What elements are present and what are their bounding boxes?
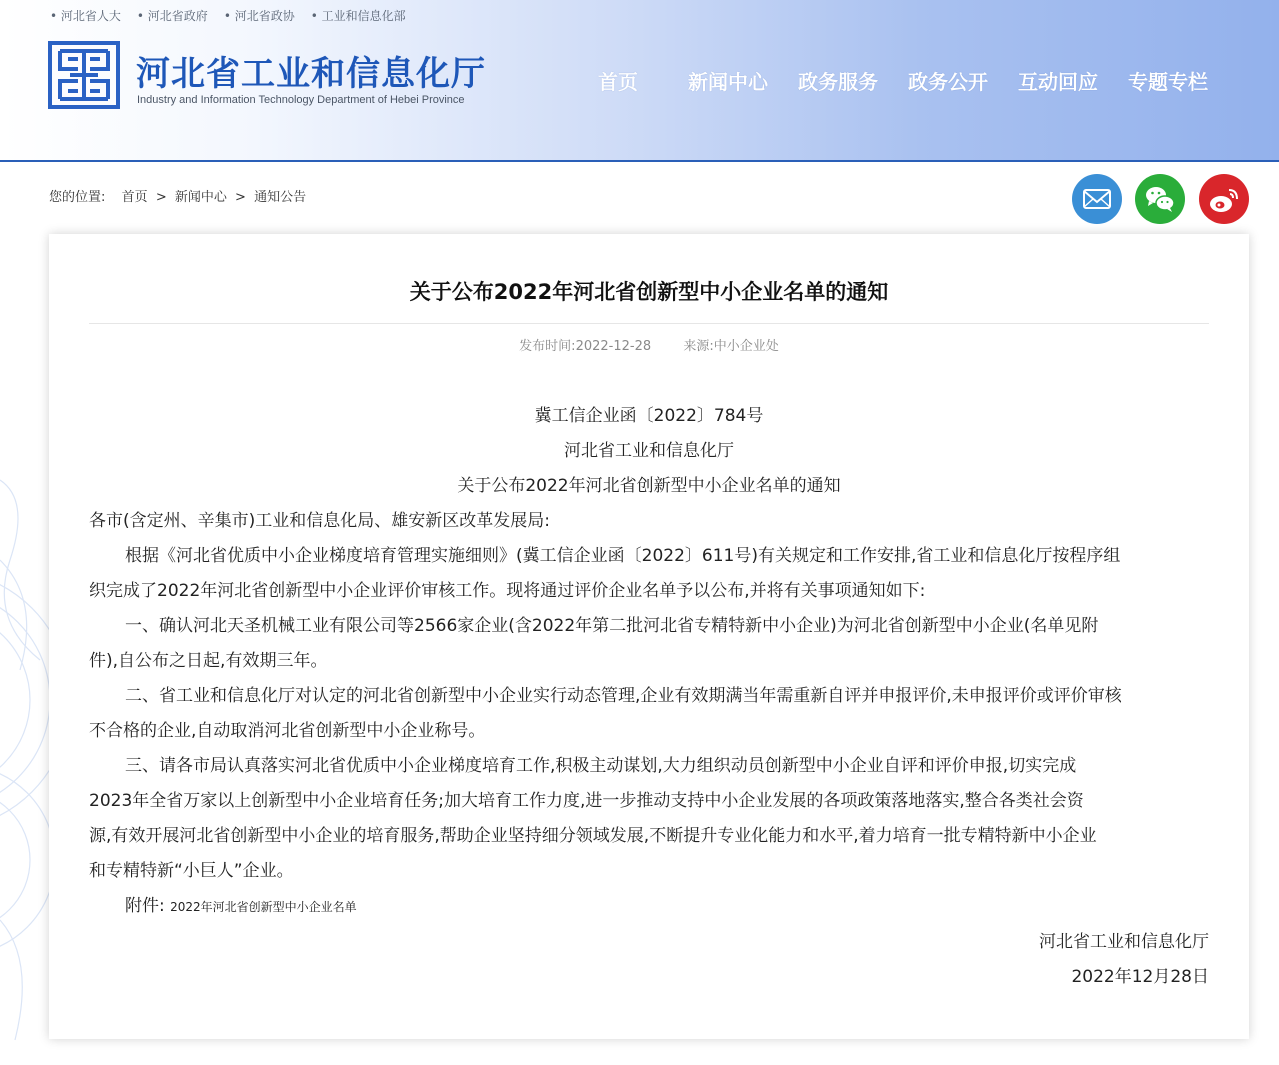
nav-government-services[interactable]: 政务服务 xyxy=(798,70,878,94)
nav-home[interactable]: 首页 xyxy=(598,70,638,94)
body-line: 不合格的企业,自动取消河北省创新型中小企业称号。 xyxy=(89,721,486,741)
issuing-office: 河北省工业和信息化厅 xyxy=(564,441,734,461)
site-header xyxy=(0,0,1279,162)
body-line: 和专精特新“小巨人”企业。 xyxy=(89,861,294,881)
mail-icon xyxy=(1072,174,1122,224)
share-wechat-button[interactable] xyxy=(1135,174,1185,224)
publish-label: 发布时间: xyxy=(519,339,576,354)
article-title: 关于公布2022年河北省创新型中小企业名单的通知 xyxy=(409,280,889,304)
weibo-icon xyxy=(1199,174,1249,224)
salutation: 各市(含定州、辛集市)工业和信息化局、雄安新区改革发展局: xyxy=(89,511,550,531)
top-links xyxy=(50,7,406,24)
breadcrumb-label: 您的位置: xyxy=(49,190,106,205)
attachment-label: 附件: xyxy=(125,896,165,916)
nav-special-topics[interactable]: 专题专栏 xyxy=(1128,70,1208,94)
nav-government-affairs-open[interactable]: 政务公开 xyxy=(908,70,988,94)
title-divider xyxy=(89,323,1209,324)
source-value: 中小企业处 xyxy=(713,339,779,354)
site-name[interactable]: 河北省工业和信息化厅 xyxy=(136,54,486,94)
nav-interaction[interactable]: 互动回应 xyxy=(1018,70,1098,94)
signature-date: 2022年12月28日 xyxy=(1071,967,1209,987)
source-label: 来源: xyxy=(683,339,714,354)
body-line: 二、省工业和信息化厅对认定的河北省创新型中小企业实行动态管理,企业有效期满当年需重新自评并申报评价,未申报评价或评价审核 xyxy=(125,686,1122,706)
body-line: 2023年全省万家以上创新型中小企业培育任务;加大培育工作力度,进一步推动支持中小企业发展的各项政策落地落实,整合各类社会资 xyxy=(89,791,1084,811)
site-name-english: Industry and Information Technology Department of Hebei Province xyxy=(137,94,465,106)
wechat-icon xyxy=(1135,174,1185,224)
top-link-miit[interactable]: • 工业和信息化部 xyxy=(310,9,406,23)
article-meta xyxy=(49,335,1249,354)
breadcrumb xyxy=(49,186,306,205)
nav-news-center[interactable]: 新闻中心 xyxy=(688,70,768,94)
breadcrumb-separator: > xyxy=(155,190,167,205)
article-card xyxy=(49,234,1249,1039)
attachment-row xyxy=(89,889,1209,924)
breadcrumb-notices[interactable]: 通知公告 xyxy=(254,190,307,205)
attachment-link[interactable]: 2022年河北省创新型中小企业名单 xyxy=(170,900,357,914)
share-weibo-button[interactable] xyxy=(1199,174,1249,224)
header-left-strip xyxy=(0,0,9,160)
top-link-cppcc[interactable]: • 河北省政协 xyxy=(223,9,295,23)
signature-org: 河北省工业和信息化厅 xyxy=(1039,932,1209,952)
body-line: 根据《河北省优质中小企业梯度培育管理实施细则》(冀工信企业函〔2022〕611号)有关规定和工作安排,省工业和信息化厅按程序组 xyxy=(125,546,1121,566)
body-line: 源,有效开展河北省创新型中小企业的培育服务,帮助企业坚持细分领域发展,不断提升专业化能力和水平,着力培育一批专精特新中小企业 xyxy=(89,826,1097,846)
top-link-npc[interactable]: • 河北省人大 xyxy=(50,9,121,23)
body-line: 三、请各市局认真落实河北省优质中小企业梯度培育工作,积极主动谋划,大力组织动员创新型中小企业自评和评价申报,切实完成 xyxy=(125,756,1077,776)
breadcrumb-separator: > xyxy=(235,190,246,205)
publish-date: 2022-12-28 xyxy=(575,339,652,354)
body-line: 织完成了2022年河北省创新型中小企业评价审核工作。现将通过评价企业名单予以公布,并将有关事项通知如下: xyxy=(89,581,926,601)
breadcrumb-home[interactable]: 首页 xyxy=(121,190,148,205)
body-line: 一、确认河北天圣机械工业有限公司等2566家企业(含2022年第二批河北省专精特新中小企业)为河北省创新型中小企业(名单见附 xyxy=(125,616,1099,636)
body-line: 件),自公布之日起,有效期三年。 xyxy=(89,651,328,671)
share-mail-button[interactable] xyxy=(1072,174,1122,224)
article-body xyxy=(89,399,1209,995)
document-subtitle: 关于公布2022年河北省创新型中小企业名单的通知 xyxy=(457,476,841,496)
document-number: 冀工信企业函〔2022〕784号 xyxy=(534,406,764,426)
top-link-government[interactable]: • 河北省政府 xyxy=(136,9,208,23)
breadcrumb-news-center[interactable]: 新闻中心 xyxy=(174,190,227,205)
department-logo-icon[interactable] xyxy=(48,41,120,109)
